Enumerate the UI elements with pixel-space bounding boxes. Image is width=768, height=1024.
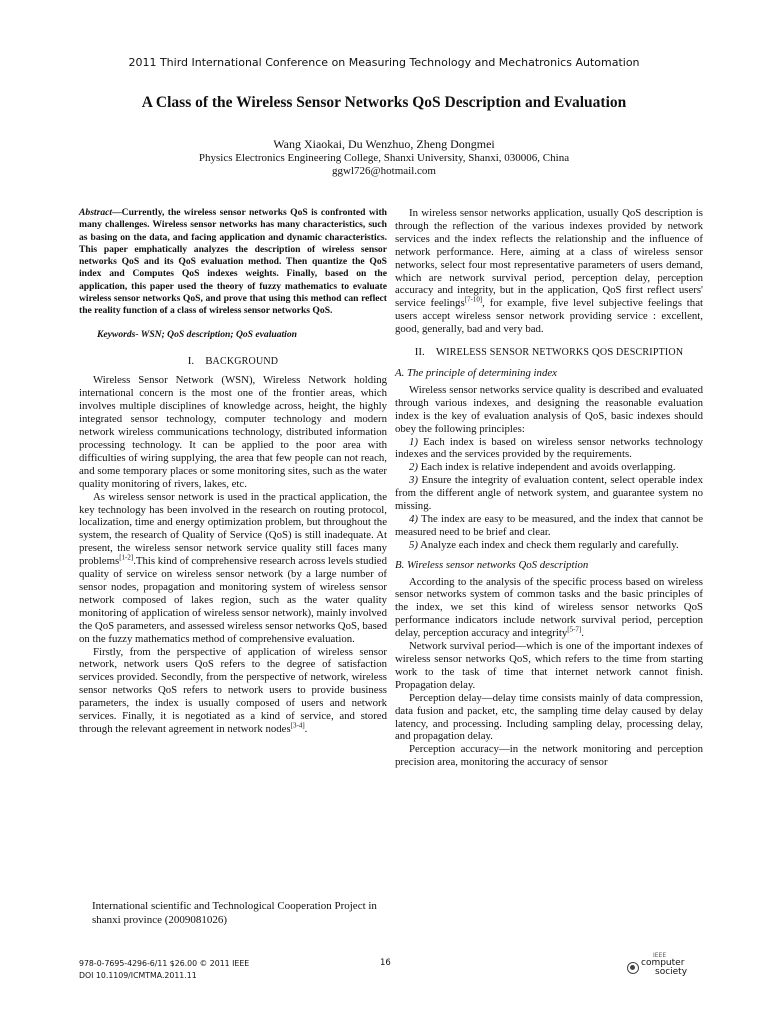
footer-doi[interactable]: DOI 10.1109/ICMTMA.2011.11 [79,971,197,980]
paragraph: Perception accuracy—in the network monitoring and perception precision area, monitoring the accuracy of sensor [395,743,703,769]
section-number: II. [414,346,425,359]
conference-name: 2011 Third International Conference on Measuring Technology and Mechatronics Automation [128,56,640,69]
paragraph-text: .This kind of comprehensive research across levels studied quality of service on wireless sensor network (by a large number of sensor nodes, propagation and monitoring system of wireless sensor network composed of lakes region, such as the water quality monitoring of application of wireless sensor network), mainly involved the QoS parameters, and assessed wireless sensor networks QoS, based on the fuzzy mathematics method of comprehensive evaluation. [79,555,387,645]
list-number: 5) [409,538,418,551]
paragraph-text: According to the analysis of the specific process based on wireless sensor networks system of common tasks and the basic principles of the index, we set this kind of wireless sensor networks QoS performance indicators include network survival period, perception delay, perception accuracy and integrity [395,575,703,640]
list-number: 4) [409,512,418,525]
paragraph-text: In wireless sensor networks application, usually QoS description is through the reflection of the various indexes provided by network services and the index reflects the relationship and the influence of network performance. Here, aiming at a class of wireless sensor networks, select four most representative parameters of users demand, which are network survival period, perception delay, perception accuracy and integrity, but in the application, QoS first reflect users' service feelings [395,207,703,310]
paragraph-text: , for example, five level subjective feelings that users accept wireless sensor network providing service : excellent, good, generally, bad and very bad. [395,297,703,336]
left-column [79,207,387,736]
list-item [395,436,703,462]
paper-title: A Class of the Wireless Sensor Networks QoS Description and Evaluation [141,94,627,111]
paragraph-text: Firstly, from the perspective of application of wireless sensor network, network users QoS refers to the degree of satisfaction services provided. Secondly, from the perspective of network, wireless sensor networks QoS refers to network users to provide business parameters, the index is usually composed of users and network services. Finally, it is negotiated as a kind of service, and stored through the relevant agreement in network nodes [79,645,387,735]
abstract [79,207,387,318]
logo-ieee-text: IEEE [653,952,667,959]
paragraph-text: As wireless sensor network is used in the practical application, the key technology has been involved in the research on routing protocol, localization, time and energy optimization problem, but throughout the system, the research of Quality of Service (QoS) is still inadequate. At present, the wireless sensor network service quality still faces many problems [79,490,387,568]
footer-isbn: 978-0-7695-4296-6/11 $26.00 © 2011 IEEE [79,959,250,968]
section-rest: O [599,347,608,359]
citation: [5-7] [567,625,582,634]
logo-text-computer: computer [641,958,685,968]
section-rest: ACKGROUND [212,355,279,367]
logo-text-society: society [655,967,688,977]
section-cap: W [435,346,447,359]
list-item [395,474,703,513]
abstract-label: Abstract [79,207,113,218]
section-cap: S [607,346,614,359]
section-cap: Q [591,346,600,359]
section-rest: IRELESS SENSOR NETWORKS [446,347,592,359]
paragraph [395,576,703,641]
paragraph: Network survival period—which is one of the important indexes of wireless sensor networks QoS, which refers to the time from starting work to the task of time that internet network cannot finish. Propagation delay. [395,640,703,691]
logo-swirl-icon [627,962,639,974]
subsection-heading-b: B. Wireless sensor networks QoS description [395,558,589,571]
paragraph-text: . [581,627,584,640]
list-number: 3) [409,474,418,487]
list-item [395,539,703,552]
citation: [7-10] [464,295,483,304]
list-text: Each index is relative independent and avoids overlapping. [420,461,676,474]
list-number: 1) [409,435,418,448]
citation: [1-2] [119,553,134,562]
paragraph [395,207,703,336]
list-item [395,513,703,539]
list-text: Each index is based on wireless sensor networks technology indexes and the services provided by the requirements. [395,435,704,461]
list-number: 2) [409,461,418,474]
paragraph: Wireless Sensor Network (WSN), Wireless Network holding international concern is the most one of the frontier areas, which involves multiple disciplines of knowledge across, height, the highly integrated sensor technology, computer technology and modern network wireless communications technology, distributed information processing technology. It can be applied to the poor area with difficulties of wiring supplying, the area that few people can not reach, and some temporary places or some monitoring sites, such as the water quality monitoring of rivers, lakes, etc. [79,374,387,490]
paragraph [79,646,387,736]
section-heading-background [79,355,387,369]
right-column [395,207,703,769]
affiliation: Physics Electronics Engineering College, Shanxi University, Shanxi, 030006, China [198,152,570,164]
paragraph-text: . [304,722,308,735]
paragraph: Perception delay—delay time consists mainly of data compression, data fusion and packet, etc, the sampling time delay caused by delay latency, and processing. Including sampling delay, processing delay, and propagation delay. [395,691,703,743]
paragraph [79,491,387,646]
subsection-heading-a: A. The principle of determining index [395,366,557,379]
section-heading-qos-description [395,346,703,360]
page-number: 16 [380,958,391,968]
author-email[interactable]: ggwl726@hotmail.com [332,165,436,177]
section-cap: B [205,354,213,367]
abstract-text: Currently, the wireless sensor networks QoS is confronted with many challenges. Wireless sensor networks has many characteristics, such as basing on the data, and facing application and dynamic characteristics. This paper emphatically analyzes the description of wireless sensor networks QoS and its QoS evaluation method. Then quantize the QoS index and Computes QoS indexes weights. Finally, based on the application, this paper used the theory of fuzzy mathematics to evaluate wireless sensor networks QoS, and prove that using this method can reflect the reality function of a class of wireless sensor networks QoS. [79,207,387,317]
list-item [395,461,703,474]
list-text: The index are easy to be measured, and the index that cannot be measured need to be brief and clear. [395,512,703,538]
footer-copyright [79,958,249,982]
paragraph: Wireless sensor networks service quality is described and evaluated through various indexes, and designing the reasonable evaluation index is the key of evaluation analysis of QoS, basic indexes should obey the following principles: [395,383,703,435]
list-text: Ensure the integrity of evaluation content, select operable index from the different angle of network system, and guarantee system no missing. [395,474,703,513]
keywords: Keywords- WSN; QoS description; QoS evaluation [97,328,297,340]
abstract-dash: — [112,207,122,218]
section-number: I. [187,354,195,367]
funding-footnote: International scientific and Technological Cooperation Project in shanxi province (2009081026) [92,900,377,926]
list-text: Analyze each index and check them regularly and carefully. [420,538,679,551]
section-rest: DESCRIPTION [613,347,684,359]
ieee-computer-society-logo [627,952,707,980]
citation: [3-4] [290,721,305,730]
authors: Wang Xiaokai, Du Wenzhuo, Zheng Dongmei [273,137,495,151]
